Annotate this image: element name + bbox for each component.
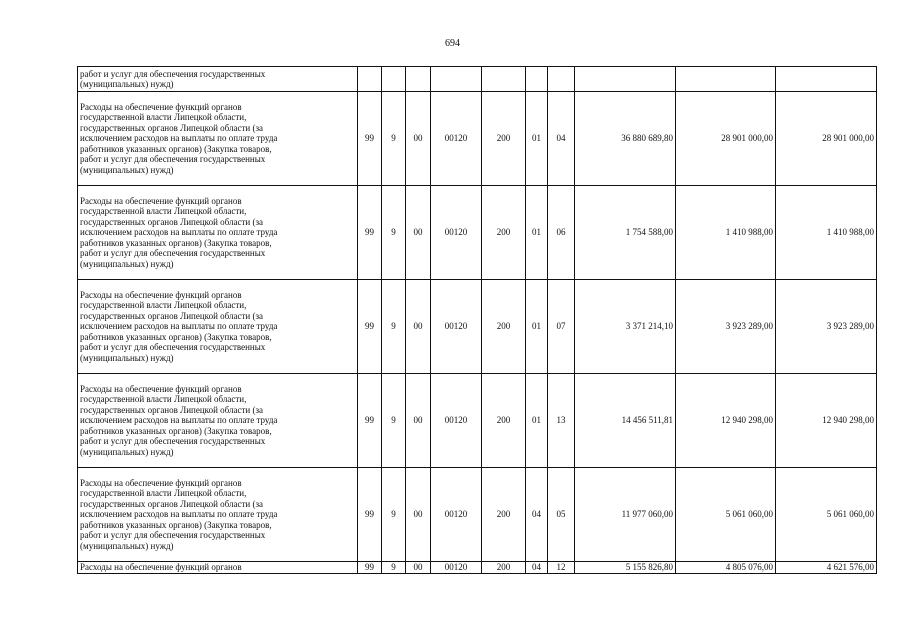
amount-cell-amount3: 12 940 298,00 [776, 374, 877, 468]
amount-cell-amount3: 1 410 988,00 [776, 186, 877, 280]
description-line: работников указанных органов) (Закупка товаров, [80, 425, 272, 436]
table-row [78, 468, 877, 562]
description-line: государственной власти Липецкой области, [80, 488, 247, 499]
code-cell-c6: 04 [526, 468, 548, 562]
description-line: Расходы на обеспечение функций органов [80, 102, 242, 113]
code-cell-c4: 00120 [431, 374, 482, 468]
description-line: работников указанных органов) (Закупка товаров, [80, 331, 272, 342]
code-cell-c5: 200 [482, 280, 526, 374]
amount-cell-amount1: 36 880 689,80 [575, 92, 676, 186]
description-line: работ и услуг для обеспечения государственных [80, 154, 266, 165]
description-line: государственных органов Липецкой области (за [80, 310, 264, 321]
amount-cell-amount2: 5 061 060,00 [676, 468, 776, 562]
code-cell-c7: 04 [548, 92, 575, 186]
code-cell-c3: 00 [406, 280, 431, 374]
code-cell-c4: 00120 [431, 280, 482, 374]
code-cell [406, 67, 431, 92]
code-cell-c5: 200 [482, 562, 526, 574]
code-cell-c6: 04 [526, 562, 548, 574]
code-cell-c4: 00120 [431, 562, 482, 574]
amount-cell-amount3: 3 923 289,00 [776, 280, 877, 374]
description-line: работ и услуг для обеспечения государственных [80, 342, 266, 353]
row-description [78, 186, 358, 280]
code-cell-c6: 01 [526, 186, 548, 280]
description-line: государственных органов Липецкой области (за [80, 498, 264, 509]
code-cell [431, 67, 482, 92]
amount-cell [575, 67, 676, 92]
code-cell-c7: 05 [548, 468, 575, 562]
row-description [78, 468, 358, 562]
description-line: Расходы на обеспечение функций органов [80, 384, 242, 395]
code-cell-c7: 13 [548, 374, 575, 468]
code-cell [382, 67, 406, 92]
amount-cell-amount1: 3 371 214,10 [575, 280, 676, 374]
amount-cell-amount2: 28 901 000,00 [676, 92, 776, 186]
code-cell-c5: 200 [482, 468, 526, 562]
budget-table [77, 66, 877, 574]
code-cell-c7: 12 [548, 562, 575, 574]
description-line: государственной власти Липецкой области, [80, 300, 247, 311]
description-line: Расходы на обеспечение функций органов [80, 290, 242, 301]
amount-cell-amount1: 14 456 511,81 [575, 374, 676, 468]
code-cell-c2: 9 [382, 562, 406, 574]
code-cell [548, 67, 575, 92]
description-line: (муниципальных) нужд) [80, 79, 174, 89]
row-description [78, 562, 358, 574]
description-line: Расходы на обеспечение функций органов [80, 562, 242, 572]
table-row-last [78, 562, 877, 574]
description-line: исключением расходов на выплаты по оплате труда [80, 133, 278, 144]
description-line: исключением расходов на выплаты по оплате труда [80, 509, 278, 520]
amount-cell-amount1: 1 754 588,00 [575, 186, 676, 280]
code-cell [526, 67, 548, 92]
description-line: работ и услуг для обеспечения государственных [80, 436, 266, 447]
code-cell-c3: 00 [406, 374, 431, 468]
code-cell-c5: 200 [482, 374, 526, 468]
description-line: (муниципальных) нужд) [80, 258, 174, 269]
amount-cell-amount2: 12 940 298,00 [676, 374, 776, 468]
table-row [78, 280, 877, 374]
row-description [78, 374, 358, 468]
code-cell-c1: 99 [358, 280, 382, 374]
description-line: (муниципальных) нужд) [80, 352, 174, 363]
description-line: исключением расходов на выплаты по оплате труда [80, 321, 278, 332]
description-line: исключением расходов на выплаты по оплате труда [80, 227, 278, 238]
amount-cell-amount2: 4 805 076,00 [676, 562, 776, 574]
table-body [78, 67, 877, 574]
code-cell-c4: 00120 [431, 92, 482, 186]
amount-cell-amount2: 3 923 289,00 [676, 280, 776, 374]
code-cell [358, 67, 382, 92]
description-line: работников указанных органов) (Закупка товаров, [80, 143, 272, 154]
code-cell-c1: 99 [358, 186, 382, 280]
description-line: государственной власти Липецкой области, [80, 394, 247, 405]
description-line: работ и услуг для обеспечения государственных [80, 530, 266, 541]
row-description [78, 67, 358, 92]
code-cell-c3: 00 [406, 562, 431, 574]
description-line: государственных органов Липецкой области (за [80, 216, 264, 227]
description-line: государственной власти Липецкой области, [80, 112, 247, 123]
row-description [78, 92, 358, 186]
code-cell-c4: 00120 [431, 468, 482, 562]
description-line: работников указанных органов) (Закупка товаров, [80, 237, 272, 248]
code-cell-c1: 99 [358, 468, 382, 562]
code-cell-c6: 01 [526, 374, 548, 468]
code-cell-c3: 00 [406, 92, 431, 186]
code-cell-c1: 99 [358, 562, 382, 574]
code-cell-c5: 200 [482, 186, 526, 280]
description-line: (муниципальных) нужд) [80, 540, 174, 551]
page-number: 694 [445, 38, 460, 49]
table-row [78, 186, 877, 280]
code-cell-c2: 9 [382, 92, 406, 186]
code-cell [482, 67, 526, 92]
amount-cell-amount1: 5 155 826,80 [575, 562, 676, 574]
amount-cell-amount3: 28 901 000,00 [776, 92, 877, 186]
code-cell-c2: 9 [382, 280, 406, 374]
code-cell-c2: 9 [382, 468, 406, 562]
code-cell-c2: 9 [382, 186, 406, 280]
code-cell-c1: 99 [358, 374, 382, 468]
description-line: Расходы на обеспечение функций органов [80, 196, 242, 207]
row-description [78, 280, 358, 374]
code-cell-c4: 00120 [431, 186, 482, 280]
code-cell-c5: 200 [482, 92, 526, 186]
code-cell-c6: 01 [526, 280, 548, 374]
amount-cell-amount3: 5 061 060,00 [776, 468, 877, 562]
description-line: государственных органов Липецкой области (за [80, 122, 264, 133]
amount-cell [676, 67, 776, 92]
description-line: работ и услуг для обеспечения государственных [80, 248, 266, 259]
amount-cell-amount1: 11 977 060,00 [575, 468, 676, 562]
table-row-continuation [78, 67, 877, 92]
description-line: Расходы на обеспечение функций органов [80, 478, 242, 489]
description-line: исключением расходов на выплаты по оплате труда [80, 415, 278, 426]
description-line: работ и услуг для обеспечения государственных [80, 68, 266, 79]
amount-cell-amount2: 1 410 988,00 [676, 186, 776, 280]
code-cell-c3: 00 [406, 186, 431, 280]
description-line: государственных органов Липецкой области (за [80, 404, 264, 415]
code-cell-c1: 99 [358, 92, 382, 186]
code-cell-c6: 01 [526, 92, 548, 186]
description-line: работников указанных органов) (Закупка товаров, [80, 519, 272, 530]
amount-cell-amount3: 4 621 576,00 [776, 562, 877, 574]
amount-cell [776, 67, 877, 92]
code-cell-c2: 9 [382, 374, 406, 468]
code-cell-c7: 06 [548, 186, 575, 280]
code-cell-c3: 00 [406, 468, 431, 562]
description-line: (муниципальных) нужд) [80, 446, 174, 457]
code-cell-c7: 07 [548, 280, 575, 374]
table-row [78, 374, 877, 468]
description-line: (муниципальных) нужд) [80, 164, 174, 175]
description-line: государственной власти Липецкой области, [80, 206, 247, 217]
table-row [78, 92, 877, 186]
